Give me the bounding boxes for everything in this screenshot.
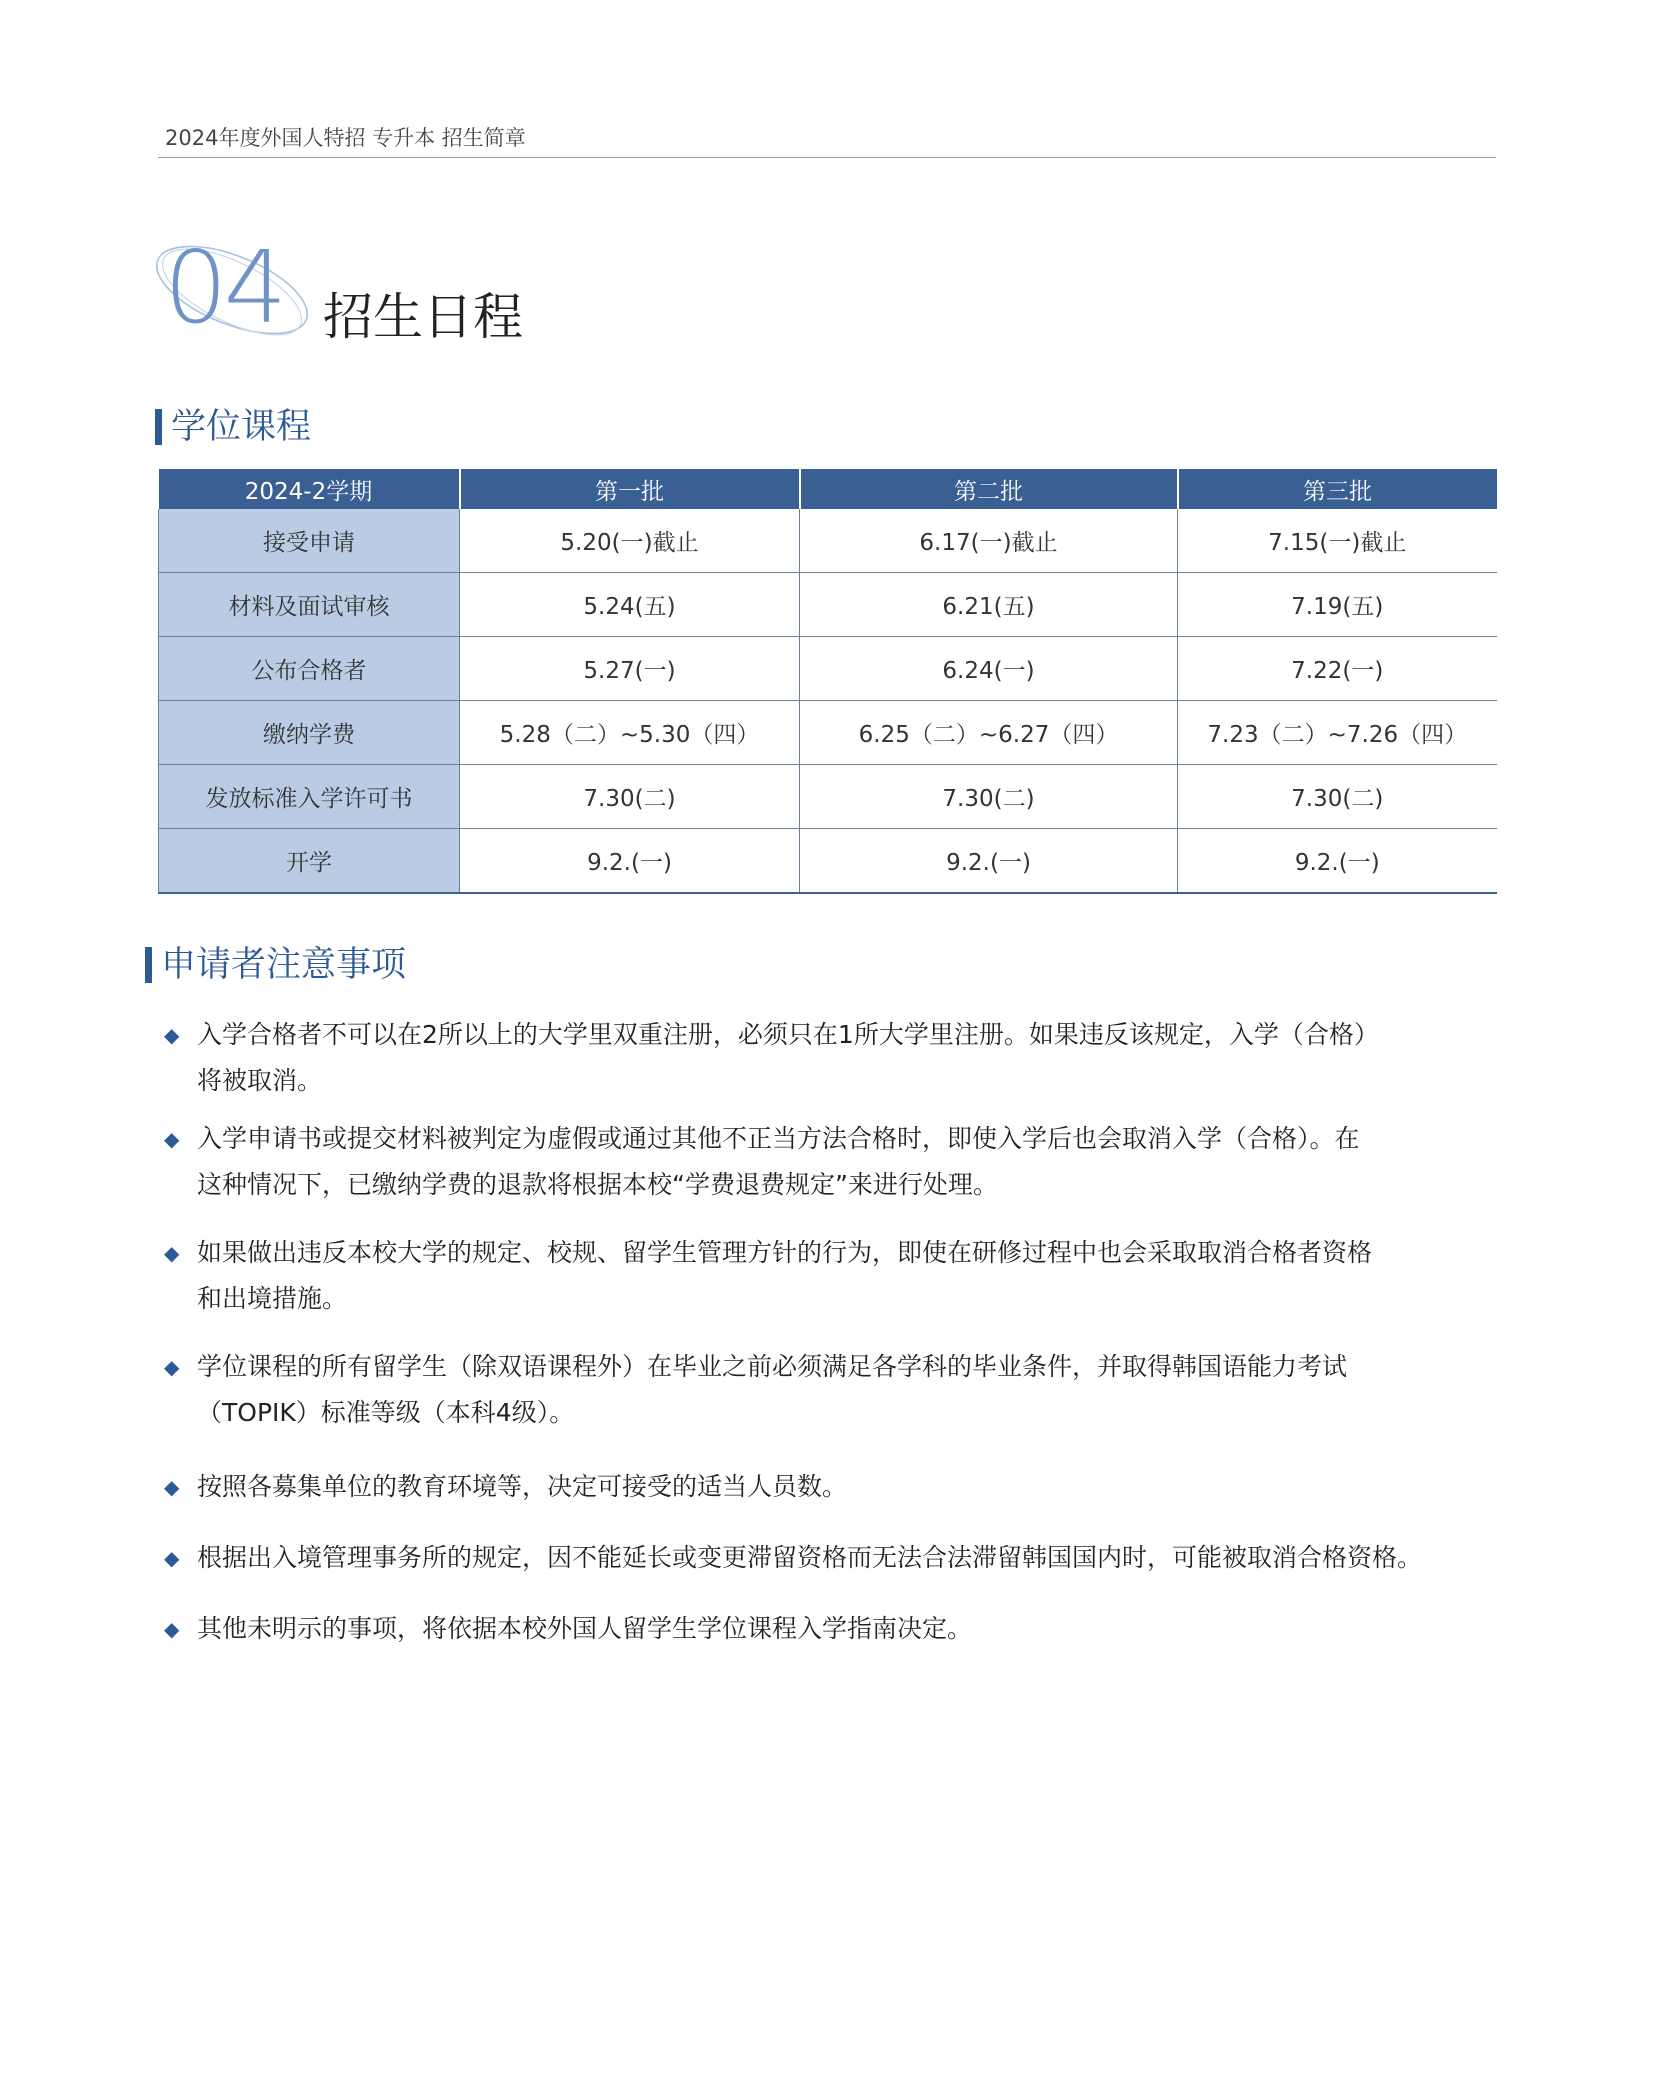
schedule-table bbox=[158, 469, 1497, 894]
diamond-icon: ◆ bbox=[164, 1241, 180, 1265]
row-label: 开学 bbox=[159, 829, 460, 894]
list-item bbox=[160, 1535, 1490, 1581]
list-item bbox=[160, 1344, 1490, 1436]
table-cell: 6.24(一) bbox=[800, 637, 1178, 701]
table-cell: 5.24(五) bbox=[460, 573, 800, 637]
document-header: 2024年度外国人特招 专升本 招生简章 bbox=[165, 126, 526, 150]
diamond-icon: ◆ bbox=[164, 1546, 180, 1570]
diamond-icon: ◆ bbox=[164, 1023, 180, 1047]
degree-course-heading: 学位课程 bbox=[155, 407, 311, 447]
list-item bbox=[160, 1116, 1490, 1208]
row-label: 公布合格者 bbox=[159, 637, 460, 701]
table-cell: 7.30(二) bbox=[800, 765, 1178, 829]
table-row bbox=[159, 637, 1497, 701]
table-row bbox=[159, 765, 1497, 829]
list-item bbox=[160, 1230, 1490, 1322]
row-label: 接受申请 bbox=[159, 509, 460, 573]
table-cell: 7.15(一)截止 bbox=[1178, 509, 1497, 573]
table-cell: 7.30(二) bbox=[460, 765, 800, 829]
table-cell: 9.2.(一) bbox=[1178, 829, 1497, 894]
note-line: 按照各募集单位的教育环境等，决定可接受的适当人员数。 bbox=[197, 1472, 848, 1501]
table-cell: 7.22(一) bbox=[1178, 637, 1497, 701]
note-line: 这种情况下，已缴纳学费的退款将根据本校“学费退费规定”来进行处理。 bbox=[197, 1170, 998, 1199]
section-title: 招生日程 bbox=[323, 288, 523, 346]
note-line: 根据出入境管理事务所的规定，因不能延长或变更滞留资格而无法合法滞留韩国国内时，可能被取消合格资格。 bbox=[197, 1543, 1423, 1572]
table-row bbox=[159, 701, 1497, 765]
applicant-notes-heading: 申请者注意事项 bbox=[145, 945, 406, 985]
table-row bbox=[159, 509, 1497, 573]
row-label: 发放标准入学许可书 bbox=[159, 765, 460, 829]
table-cell: 6.25（二）~6.27（四） bbox=[800, 701, 1178, 765]
table-cell: 6.17(一)截止 bbox=[800, 509, 1178, 573]
table-cell: 7.30(二) bbox=[1178, 765, 1497, 829]
list-item bbox=[160, 1464, 1490, 1510]
section-number: 04 bbox=[164, 229, 284, 346]
table-cell: 5.20(一)截止 bbox=[460, 509, 800, 573]
table-cell: 9.2.(一) bbox=[460, 829, 800, 894]
diamond-icon: ◆ bbox=[164, 1617, 180, 1641]
diamond-icon: ◆ bbox=[164, 1127, 180, 1151]
table-cell: 7.19(五) bbox=[1178, 573, 1497, 637]
section-number-badge bbox=[150, 228, 320, 363]
list-item bbox=[160, 1606, 1490, 1652]
note-line: （TOPIK）标准等级（本科4级）。 bbox=[197, 1398, 575, 1427]
table-cell: 5.28（二）~5.30（四） bbox=[460, 701, 800, 765]
table-row bbox=[159, 573, 1497, 637]
table-cell: 7.23（二）~7.26（四） bbox=[1178, 701, 1497, 765]
row-label: 缴纳学费 bbox=[159, 701, 460, 765]
note-line: 学位课程的所有留学生（除双语课程外）在毕业之前必须满足各学科的毕业条件，并取得韩国语能力考试 bbox=[197, 1352, 1348, 1381]
list-item bbox=[160, 1012, 1490, 1104]
note-line: 和出境措施。 bbox=[197, 1284, 348, 1313]
table-row bbox=[159, 829, 1497, 894]
table-cell: 6.21(五) bbox=[800, 573, 1178, 637]
notes-list bbox=[160, 1012, 1490, 1652]
diamond-icon: ◆ bbox=[164, 1355, 180, 1379]
note-line: 入学申请书或提交材料被判定为虚假或通过其他不正当方法合格时，即使入学后也会取消入学（合格）。在 bbox=[197, 1124, 1360, 1153]
note-line: 如果做出违反本校大学的规定、校规、留学生管理方针的行为，即使在研修过程中也会采取取消合格者资格 bbox=[197, 1238, 1373, 1267]
header-divider bbox=[158, 157, 1496, 158]
schedule-header-row bbox=[159, 469, 1497, 509]
column-header: 第三批 bbox=[1178, 469, 1497, 509]
diamond-icon: ◆ bbox=[164, 1475, 180, 1499]
column-header: 2024-2学期 bbox=[159, 469, 460, 509]
note-line: 将被取消。 bbox=[197, 1066, 323, 1095]
row-label: 材料及面试审核 bbox=[159, 573, 460, 637]
column-header: 第二批 bbox=[800, 469, 1178, 509]
table-cell: 9.2.(一) bbox=[800, 829, 1178, 894]
table-cell: 5.27(一) bbox=[460, 637, 800, 701]
column-header: 第一批 bbox=[460, 469, 800, 509]
note-line: 入学合格者不可以在2所以上的大学里双重注册，必须只在1所大学里注册。如果违反该规定，入学（合格） bbox=[197, 1020, 1379, 1049]
note-line: 其他未明示的事项，将依据本校外国人留学生学位课程入学指南决定。 bbox=[197, 1614, 973, 1643]
